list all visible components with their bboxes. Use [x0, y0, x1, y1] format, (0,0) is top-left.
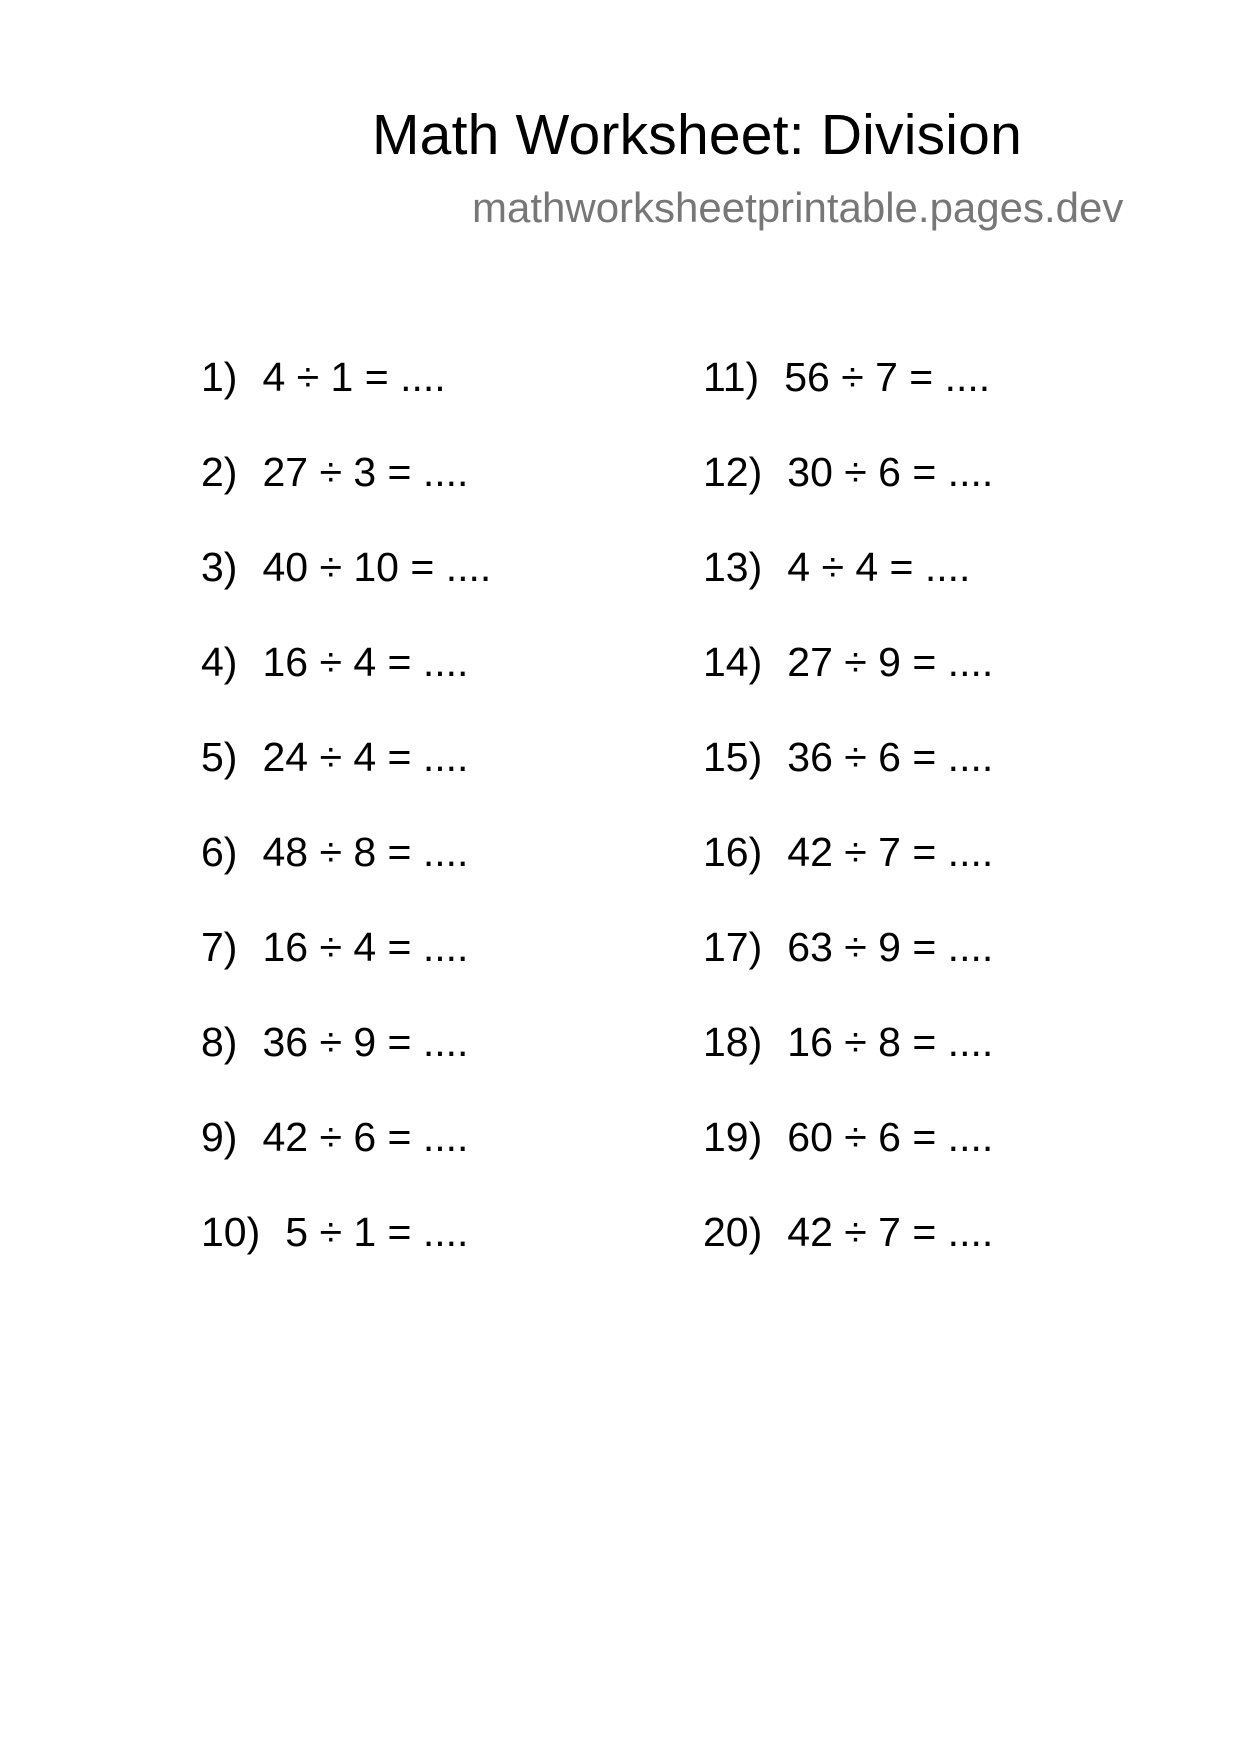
problem-expression: 60 ÷ 6 = .... [787, 1114, 994, 1160]
problem-item [201, 732, 491, 827]
problem-number: 4) [201, 639, 238, 685]
problem-number: 10) [201, 1209, 261, 1255]
problem-item [703, 922, 993, 1017]
problem-item [703, 732, 993, 827]
problem-item [201, 542, 491, 637]
problem-item [703, 1207, 993, 1302]
problem-item [703, 1112, 993, 1207]
problem-expression: 63 ÷ 9 = .... [787, 924, 994, 970]
worksheet-website: mathworksheetprintable.pages.dev [472, 184, 1124, 231]
problem-number: 2) [201, 449, 238, 495]
problem-expression: 42 ÷ 7 = .... [787, 1209, 994, 1255]
problem-number: 9) [201, 1114, 238, 1160]
problem-number: 20) [703, 1209, 763, 1255]
problem-expression: 4 ÷ 1 = .... [262, 354, 446, 400]
problem-expression: 48 ÷ 8 = .... [262, 829, 469, 875]
problem-item [703, 637, 993, 732]
problem-expression: 27 ÷ 3 = .... [262, 449, 469, 495]
problem-item [201, 352, 491, 447]
problem-expression: 42 ÷ 6 = .... [262, 1114, 469, 1160]
problem-expression: 27 ÷ 9 = .... [787, 639, 994, 685]
problem-item [201, 1017, 491, 1112]
problem-number: 7) [201, 924, 238, 970]
problem-number: 18) [703, 1019, 763, 1065]
problem-item [703, 447, 993, 542]
problem-expression: 36 ÷ 6 = .... [787, 734, 994, 780]
problem-item [201, 637, 491, 732]
problem-number: 12) [703, 449, 763, 495]
problem-expression: 5 ÷ 1 = .... [285, 1209, 469, 1255]
problem-item [703, 352, 993, 447]
problem-item [201, 922, 491, 1017]
problem-item [201, 447, 491, 542]
problem-number: 13) [703, 544, 763, 590]
problems-column-right [703, 352, 993, 1302]
problem-number: 1) [201, 354, 238, 400]
problem-expression: 4 ÷ 4 = .... [787, 544, 971, 590]
problem-number: 16) [703, 829, 763, 875]
problem-item [201, 1112, 491, 1207]
problem-expression: 24 ÷ 4 = .... [262, 734, 469, 780]
worksheet-title: Math Worksheet: Division [372, 103, 1022, 167]
problem-item [703, 1017, 993, 1112]
problem-item [201, 827, 491, 922]
problem-number: 8) [201, 1019, 238, 1065]
problem-expression: 16 ÷ 8 = .... [787, 1019, 994, 1065]
problem-expression: 42 ÷ 7 = .... [787, 829, 994, 875]
problem-expression: 30 ÷ 6 = .... [787, 449, 994, 495]
problem-expression: 56 ÷ 7 = .... [784, 354, 991, 400]
problem-expression: 36 ÷ 9 = .... [262, 1019, 469, 1065]
problem-number: 5) [201, 734, 238, 780]
problem-number: 14) [703, 639, 763, 685]
problem-number: 3) [201, 544, 238, 590]
problem-number: 6) [201, 829, 238, 875]
problems-column-left [201, 352, 491, 1302]
problem-number: 11) [703, 354, 760, 400]
problem-item [703, 542, 993, 637]
problem-number: 17) [703, 924, 763, 970]
problem-item [703, 827, 993, 922]
problem-item [201, 1207, 491, 1302]
problem-expression: 16 ÷ 4 = .... [262, 924, 469, 970]
problem-number: 15) [703, 734, 763, 780]
problem-expression: 40 ÷ 10 = .... [262, 544, 492, 590]
problem-number: 19) [703, 1114, 763, 1160]
problem-expression: 16 ÷ 4 = .... [262, 639, 469, 685]
